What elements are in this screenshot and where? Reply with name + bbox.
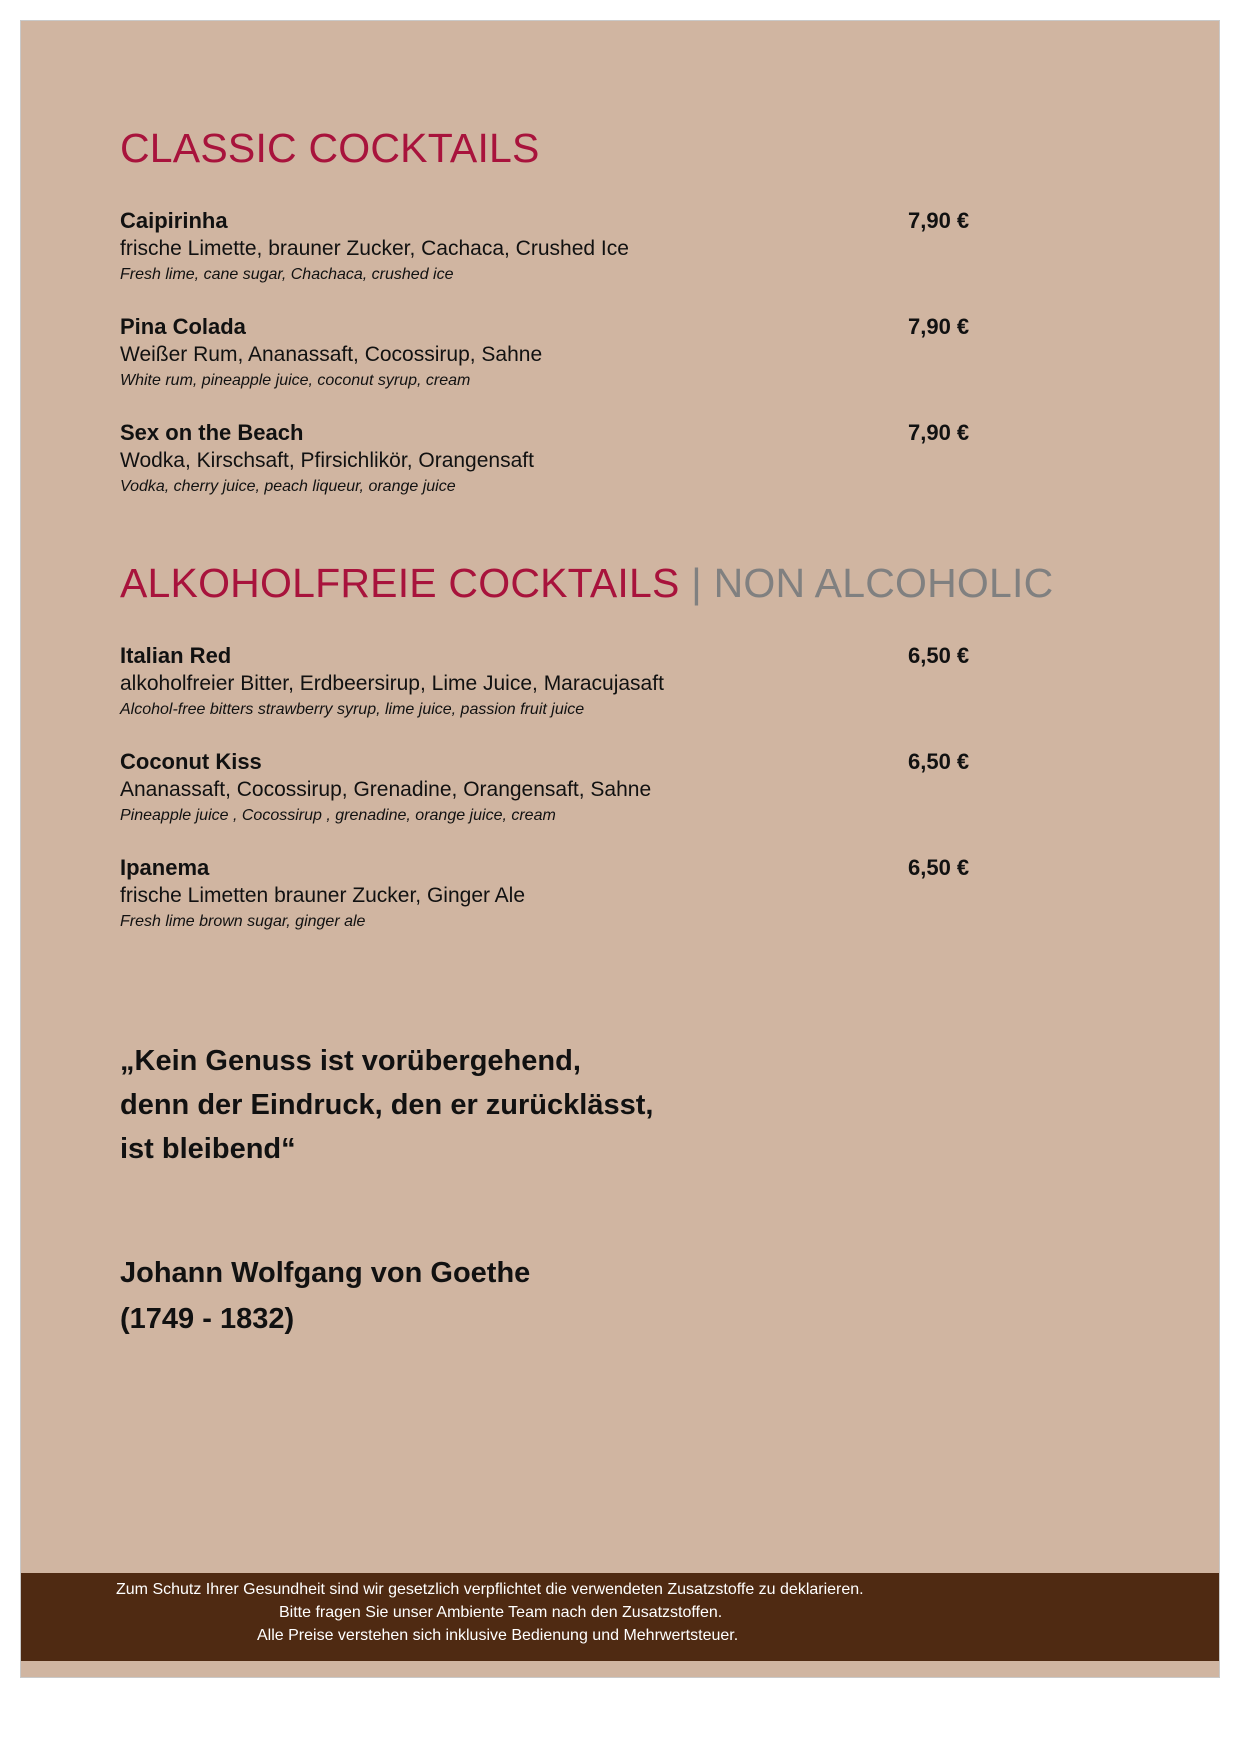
- item-description-german: frische Limette, brauner Zucker, Cachaca, Crushed Ice: [120, 237, 629, 260]
- non-alcoholic-title-english: NON ALCOHOLIC: [713, 560, 1054, 606]
- item-description-english: White rum, pineapple juice, coconut syrup, cream: [120, 372, 471, 389]
- non-alcoholic-title-german: ALKOHOLFREIE COCKTAILS: [120, 560, 680, 606]
- footer-line-prices: Alle Preise verstehen sich inklusive Bedienung und Mehrwertsteuer.: [257, 1627, 739, 1644]
- quote-author-years: (1749 - 1832): [120, 1303, 295, 1335]
- item-price: 6,50 €: [908, 749, 970, 774]
- item-description-english: Vodka, cherry juice, peach liqueur, orange juice: [120, 478, 456, 495]
- menu-item-italian-red: [120, 642, 1010, 722]
- item-name: Pina Colada: [120, 314, 246, 339]
- menu-item-pina-colada: [120, 313, 1010, 393]
- classic-cocktails-title: CLASSIC COCKTAILS: [120, 125, 540, 171]
- quote-author: Johann Wolfgang von Goethe: [120, 1257, 531, 1289]
- non-alcoholic-cocktails-title: [120, 559, 1053, 607]
- menu-page: [20, 20, 1220, 1678]
- item-name: Coconut Kiss: [120, 749, 262, 774]
- item-name: Ipanema: [120, 855, 210, 880]
- item-description-german: Wodka, Kirschsaft, Pfirsichlikör, Orangensaft: [120, 449, 534, 472]
- quote-line: ist bleibend“: [120, 1133, 296, 1165]
- item-price: 7,90 €: [908, 208, 970, 233]
- title-separator: |: [691, 560, 703, 606]
- menu-item-sex-on-the-beach: [120, 419, 1010, 499]
- goethe-quote: [120, 1039, 653, 1171]
- menu-item-ipanema: [120, 854, 1010, 934]
- item-price: 7,90 €: [908, 314, 970, 339]
- item-description-english: Alcohol-free bitters strawberry syrup, lime juice, passion fruit juice: [120, 701, 585, 718]
- item-description-german: Weißer Rum, Ananassaft, Cocossirup, Sahne: [120, 343, 543, 366]
- item-description-german: frische Limetten brauner Zucker, Ginger Ale: [120, 884, 526, 907]
- item-price: 7,90 €: [908, 420, 970, 445]
- quote-line: „Kein Genuss ist vorübergehend,: [120, 1045, 581, 1077]
- item-name: Caipirinha: [120, 208, 228, 233]
- quote-attribution: [120, 1250, 530, 1342]
- footer-line-additives: Zum Schutz Ihrer Gesundheit sind wir gesetzlich verpflichtet die verwendeten Zusatzstoffe zu deklarieren.: [116, 1581, 864, 1598]
- item-description-german: Ananassaft, Cocossirup, Grenadine, Orangensaft, Sahne: [120, 778, 652, 801]
- menu-item-coconut-kiss: [120, 748, 1010, 828]
- quote-line: denn der Eindruck, den er zurücklässt,: [120, 1089, 654, 1121]
- footer-line-ask-team: Bitte fragen Sie unser Ambiente Team nach den Zusatzstoffen.: [279, 1604, 723, 1621]
- item-description-english: Fresh lime brown sugar, ginger ale: [120, 913, 366, 930]
- footer-notice: [21, 1573, 1219, 1661]
- item-price: 6,50 €: [908, 643, 970, 668]
- item-price: 6,50 €: [908, 855, 970, 880]
- item-description-english: Pineapple juice , Cocossirup , grenadine, orange juice, cream: [120, 807, 556, 824]
- item-name: Sex on the Beach: [120, 420, 304, 445]
- item-description-german: alkoholfreier Bitter, Erdbeersirup, Lime Juice, Maracujasaft: [120, 672, 664, 695]
- menu-item-caipirinha: [120, 207, 1010, 287]
- item-name: Italian Red: [120, 643, 232, 668]
- item-description-english: Fresh lime, cane sugar, Chachaca, crushed ice: [120, 266, 454, 283]
